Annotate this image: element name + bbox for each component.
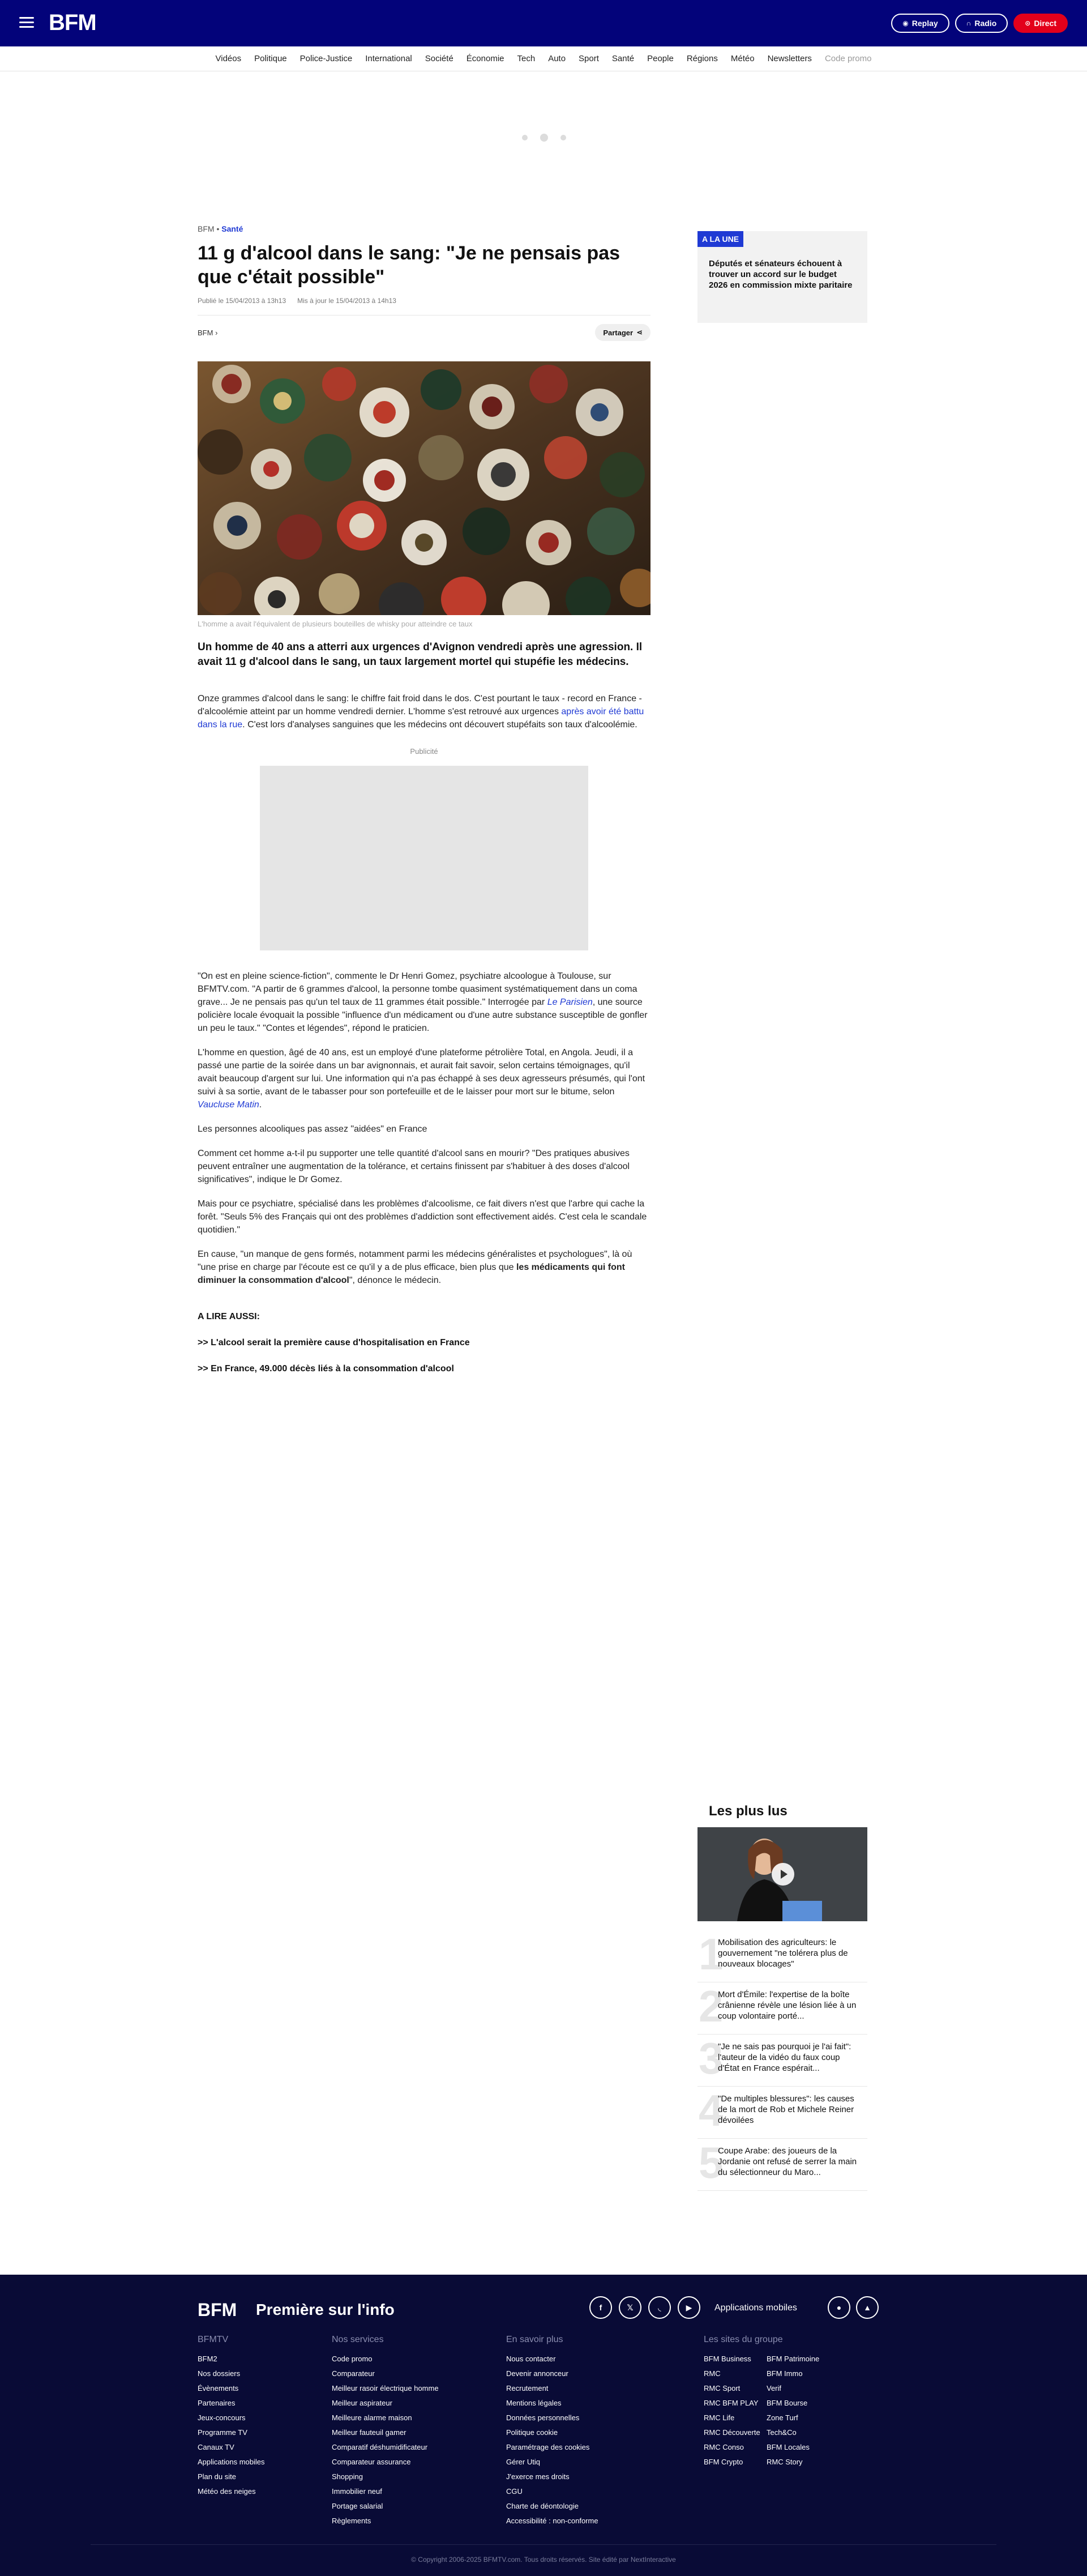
article-body (198, 640, 651, 1374)
une-badge: A LA UNE (697, 231, 743, 247)
rank-number: 2 (699, 1981, 724, 2031)
menu-icon[interactable] (19, 17, 34, 28)
direct-button[interactable] (1013, 14, 1068, 33)
nav-item-videos[interactable]: Vidéos (215, 54, 242, 63)
footer-link[interactable]: RMC (704, 2369, 721, 2378)
paragraph-4: Les personnes alcooliques pas assez "aidées" en France (198, 1124, 427, 1134)
footer-link[interactable]: Règlements (332, 2517, 371, 2525)
most-read-list (697, 1930, 867, 2191)
radio-label: Radio (974, 19, 997, 28)
apps-label: Applications mobiles (714, 2303, 797, 2313)
footer-link[interactable]: Code promo (332, 2355, 373, 2363)
live-icon: ⊙ (1025, 19, 1031, 27)
social-links (589, 2296, 700, 2319)
footer-link[interactable]: RMC Story (767, 2458, 803, 2466)
footer-link[interactable]: Comparateur assurance (332, 2458, 411, 2466)
hero-image (198, 361, 651, 615)
paragraph-2-text-a: "On est en pleine science-fiction", commente le Dr Henri Gomez, psychiatre alcoologue à Toulouse, sur BFMTV.com. "A partir de 6 grammes d'alcool, la personne tombe quasiment systématiquement dans un coma grave... Je ne pensais pas qu'un tel taux de 11 grammes était possible." Interrogée par (198, 971, 637, 1007)
paragraph-7-bold: les médicaments qui font diminuer la consommation d'alcool (198, 1263, 626, 1285)
most-read-item-title: Mobilisation des agriculteurs: le gouvernement "ne tolérera plus de nouveaux blocages" (718, 1938, 848, 1969)
footer-link[interactable]: Portage salarial (332, 2502, 383, 2510)
published-date: Publié le 15/04/2013 à 13h13 (198, 297, 286, 305)
most-read-item[interactable] (697, 2139, 867, 2191)
replay-button[interactable] (891, 14, 949, 33)
headline-card[interactable] (697, 231, 867, 323)
footer-link[interactable]: Meilleure alarme maison (332, 2413, 412, 2422)
updated-date: Mis à jour le 15/04/2013 à 14h13 (297, 297, 396, 305)
footer-tagline: Première sur l'info (256, 2301, 395, 2318)
paragraph-3-text-b: . (259, 1100, 262, 1110)
footer-col-group-sites-2 (767, 2352, 819, 2470)
footer-col-bfmtv (198, 2335, 265, 2499)
link-vaucluse-matin[interactable]: Vaucluse Matin (198, 1100, 259, 1110)
footer-link[interactable]: Shopping (332, 2472, 363, 2481)
footer-link[interactable]: Canaux TV (198, 2443, 234, 2451)
footer (0, 2275, 1087, 2576)
footer-link[interactable]: Devenir annonceur (506, 2369, 568, 2378)
image-caption: L'homme a avait l'équivalent de plusieurs bouteilles de whisky pour atteindre ce taux (198, 620, 473, 628)
une-title: Députés et sénateurs échouent à trouver un accord sur le budget 2026 en commission mixte paritaire (709, 259, 853, 290)
paragraph-1 (198, 692, 651, 731)
facebook-icon[interactable]: f (589, 2296, 612, 2319)
footer-link[interactable]: RMC Découverte (704, 2428, 760, 2437)
article-dates (198, 297, 651, 305)
most-read-title: Les plus lus (709, 1803, 788, 1819)
read-also-link-2[interactable]: >> En France, 49.000 décès liés à la consommation d'alcool (198, 1364, 454, 1374)
article-lead: Un homme de 40 ans a atterri aux urgences d'Avignon vendredi après une agression. Il avait 11 g d'alcool dans le sang, un taux largement mortel qui stupéfie les médecins. (198, 641, 643, 668)
footer-link[interactable]: Partenaires (198, 2399, 236, 2407)
rss-icon[interactable]: ◟ (648, 2296, 671, 2319)
youtube-icon[interactable]: ▶ (678, 2296, 700, 2319)
nav-item-international[interactable]: International (365, 54, 412, 63)
link-battu[interactable]: après avoir été battu dans la rue (198, 707, 644, 730)
breadcrumb-category[interactable]: Santé (221, 224, 243, 233)
nav-item-sport[interactable]: Sport (579, 54, 599, 63)
paragraph-7 (198, 1248, 651, 1287)
author[interactable] (198, 329, 217, 337)
paragraph-1-text-b: . C'est lors d'analyses sanguines que les médecins ont découvert stupéfaits son taux d'alcoolémie. (242, 720, 637, 730)
top-header (0, 0, 1087, 46)
nav-item-sante[interactable]: Santé (611, 54, 635, 63)
nav-item-tech[interactable]: Tech (517, 54, 536, 63)
footer-link[interactable]: Applications mobiles (198, 2458, 265, 2466)
link-le-parisien[interactable]: Le Parisien (547, 997, 593, 1007)
nav-item-newsletters[interactable]: Newsletters (767, 54, 812, 63)
footer-link[interactable]: Zone Turf (767, 2413, 798, 2422)
nav-item-societe[interactable]: Société (425, 54, 453, 63)
paragraph-3 (198, 1046, 651, 1111)
footer-link[interactable]: Jeux-concours (198, 2413, 246, 2422)
footer-link[interactable]: RMC Sport (704, 2384, 741, 2392)
most-read-item-title: Coupe Arabe: des joueurs de la Jordanie ont refusé de serrer la main du sélectionneur du Maro... (718, 2146, 857, 2177)
most-read-item-title: "Je ne sais pas pourquoi je l'ai fait": l'auteur de la vidéo du faux coup d'État en France espérait... (718, 2042, 851, 2073)
share-button[interactable] (595, 324, 651, 341)
footer-link[interactable]: BFM Locales (767, 2443, 810, 2451)
nav-item-auto[interactable]: Auto (548, 54, 566, 63)
footer-link[interactable]: Politique cookie (506, 2428, 558, 2437)
nav-item-politique[interactable]: Politique (254, 54, 287, 63)
most-read-item[interactable] (697, 1930, 867, 1982)
footer-link[interactable]: RMC BFM PLAY (704, 2399, 759, 2407)
nav-item-people[interactable]: People (647, 54, 674, 63)
footer-link[interactable]: Verif (767, 2384, 782, 2392)
nav-item-meteo[interactable]: Météo (730, 54, 755, 63)
footer-link[interactable]: RMC Life (704, 2413, 735, 2422)
nav-item-regions[interactable]: Régions (686, 54, 718, 63)
paragraph-3-text-a: L'homme en question, âgé de 40 ans, est un employé d'une plateforme pétrolière Total, en Angola. Jeudi, il a passé une partie de la soirée dans un bar avignonnais, et aurait fait savoir, selon certains témoignages, qu'il avait beaucoup d'argent sur lui. Une information qui n'a pas échappé à ses deux agresseurs présumés, qui l'ont suivi à sa sortie, avant de le tabasser pour son portefeuille et de le laisser pour mort sur le bitume, selon (198, 1048, 645, 1097)
rank-number: 4 (699, 2085, 724, 2135)
nav-item-economie[interactable]: Économie (466, 54, 504, 63)
paragraph-1-text-a: Onze grammes d'alcool dans le sang: le chiffre fait froid dans le dos. C'est pourtant le taux - record en France - d'alcoolémie atteint par un homme vendredi dernier. L'homme s'est retrouvé aux urgences (198, 694, 642, 716)
footer-link[interactable]: BFM Patrimoine (767, 2355, 820, 2363)
nav-item-police-justice[interactable]: Police-Justice (299, 54, 353, 63)
nav-item-code-promo[interactable]: Code promo (824, 54, 872, 63)
footer-link[interactable]: Données personnelles (506, 2413, 580, 2422)
footer-col-services (332, 2335, 439, 2528)
footer-link[interactable]: Immobilier neuf (332, 2487, 382, 2496)
footer-link[interactable]: Meilleur fauteuil gamer (332, 2428, 406, 2437)
share-icon: ⋖ (636, 328, 643, 336)
footer-link[interactable]: RMC Conso (704, 2443, 744, 2451)
footer-link[interactable]: Recrutement (506, 2384, 549, 2392)
article (198, 224, 651, 1374)
footer-col-title: Les sites du groupe (704, 2335, 783, 2344)
footer-divider (91, 2544, 996, 2545)
site-logo[interactable]: BFM (49, 10, 96, 35)
footer-link[interactable]: Météo des neiges (198, 2487, 256, 2496)
footer-link[interactable]: CGU (506, 2487, 523, 2496)
footer-logo[interactable]: BFM (198, 2300, 237, 2320)
footer-link[interactable]: Nous contacter (506, 2355, 556, 2363)
footer-link[interactable]: Paramétrage des cookies (506, 2443, 590, 2451)
footer-link[interactable]: Programme TV (198, 2428, 247, 2437)
app-links (828, 2296, 879, 2319)
play-icon[interactable] (772, 1863, 794, 1886)
footer-link[interactable]: Gérer Utiq (506, 2458, 540, 2466)
header-actions (891, 14, 1068, 33)
chevron-right-icon: › (215, 328, 218, 337)
bottles-photo (198, 361, 651, 615)
rank-number: 3 (699, 2033, 724, 2083)
breadcrumb-site[interactable]: BFM (198, 224, 215, 233)
paragraph-2 (198, 970, 651, 1035)
android-icon[interactable]: ▲ (856, 2296, 879, 2319)
footer-link[interactable]: J'exerce mes droits (506, 2472, 570, 2481)
breadcrumb: BFM • Santé (198, 224, 243, 233)
x-icon[interactable]: 𝕏 (619, 2296, 641, 2319)
footer-link[interactable]: Comparatif déshumidificateur (332, 2443, 428, 2451)
footer-col-more (506, 2335, 598, 2528)
loading-dots (522, 134, 566, 142)
rank-number: 1 (699, 1929, 724, 1979)
footer-link[interactable]: Comparateur (332, 2369, 375, 2378)
footer-link[interactable]: Charte de déontologie (506, 2502, 579, 2510)
footer-link[interactable]: BFM2 (198, 2355, 217, 2363)
headphones-icon: ∩ (966, 19, 972, 27)
footer-col-title: En savoir plus (506, 2335, 563, 2344)
replay-label: Replay (911, 19, 938, 28)
footer-link[interactable]: BFM Immo (767, 2369, 803, 2378)
footer-columns (198, 2335, 889, 2527)
apple-icon[interactable]: ● (828, 2296, 850, 2319)
most-read-item[interactable] (697, 2087, 867, 2139)
paragraph-7-text-b: ", dénonce le médecin. (349, 1276, 442, 1285)
footer-link[interactable]: Plan du site (198, 2472, 236, 2481)
paragraph-7-text-a: En cause, "un manque de gens formés, notamment parmi les médecins généralistes et psychologues", là où "une prise en charge par l'écoute est ce qu'il y a de plus efficace, bien plus que (198, 1249, 632, 1272)
most-read-item-title: Mort d'Émile: l'expertise de la boîte crânienne révèle une lésion liée à un coup volontaire porté... (718, 1990, 857, 2021)
eye-icon: ◉ (902, 19, 909, 27)
most-read (697, 1803, 867, 2191)
footer-link[interactable]: BFM Business (704, 2355, 751, 2363)
ad-label: Publicité (410, 747, 438, 756)
footer-link[interactable]: Meilleur aspirateur (332, 2399, 392, 2407)
read-also-title: A LIRE AUSSI: (198, 1312, 260, 1321)
footer-link[interactable]: Nos dossiers (198, 2369, 241, 2378)
most-read-item[interactable] (697, 1982, 867, 2035)
footer-col-title: Nos services (332, 2335, 384, 2344)
footer-link[interactable]: Tech&Co (767, 2428, 797, 2437)
radio-button[interactable] (955, 14, 1008, 33)
article-meta (198, 323, 651, 342)
most-read-video[interactable] (697, 1827, 867, 1921)
footer-link[interactable]: BFM Bourse (767, 2399, 808, 2407)
main-nav (0, 46, 1087, 71)
direct-label: Direct (1034, 19, 1056, 28)
footer-col-title: BFMTV (198, 2335, 229, 2344)
paragraph-2-text-b: , une source policière locale évoquait la possible "influence d'un médicament ou d'une autre substance susceptible de gonfler un peu le taux." "Contes et légendes", répond le praticien. (198, 997, 648, 1033)
inline-ad[interactable] (260, 766, 588, 950)
article-title: 11 g d'alcool dans le sang: "Je ne pensais pas que c'était possible" (198, 242, 620, 288)
footer-link[interactable]: Meilleur rasoir électrique homme (332, 2384, 439, 2392)
rank-number: 5 (699, 2138, 724, 2187)
footer-link[interactable]: BFM Crypto (704, 2458, 743, 2466)
footer-link[interactable]: Évènements (198, 2384, 239, 2392)
most-read-item[interactable] (697, 2035, 867, 2087)
share-label: Partager (603, 328, 634, 337)
paragraph-6: Mais pour ce psychiatre, spécialisé dans les problèmes d'alcoolisme, ce fait divers n'est que l'arbre qui cache la forêt. "Seuls 5% des Français qui ont des problèmes d'addiction sont effectivement aidés. C'est cela le scandale quotidien." (198, 1199, 647, 1235)
paragraph-5: Comment cet homme a-t-il pu supporter une telle quantité d'alcool sans en mourir? "Des pratiques abusives peuvent entraîner une augmentation de la tolérance, et certains finissent par s'habituer à des doses d'alcool significatives", indique le Dr Gomez. (198, 1149, 630, 1184)
author-name: BFM (198, 328, 213, 337)
read-also-link-1[interactable]: >> L'alcool serait la première cause d'hospitalisation en France (198, 1338, 470, 1347)
footer-link[interactable]: Mentions légales (506, 2399, 562, 2407)
copyright: © Copyright 2006-2025 BFMTV.com. Tous droits réservés. Site édité par NextInteractive (411, 2556, 676, 2564)
footer-link[interactable]: Accessibilité : non-conforme (506, 2517, 598, 2525)
most-read-item-title: "De multiples blessures": les causes de la mort de Rob et Michele Reiner dévoilées (718, 2094, 854, 2125)
